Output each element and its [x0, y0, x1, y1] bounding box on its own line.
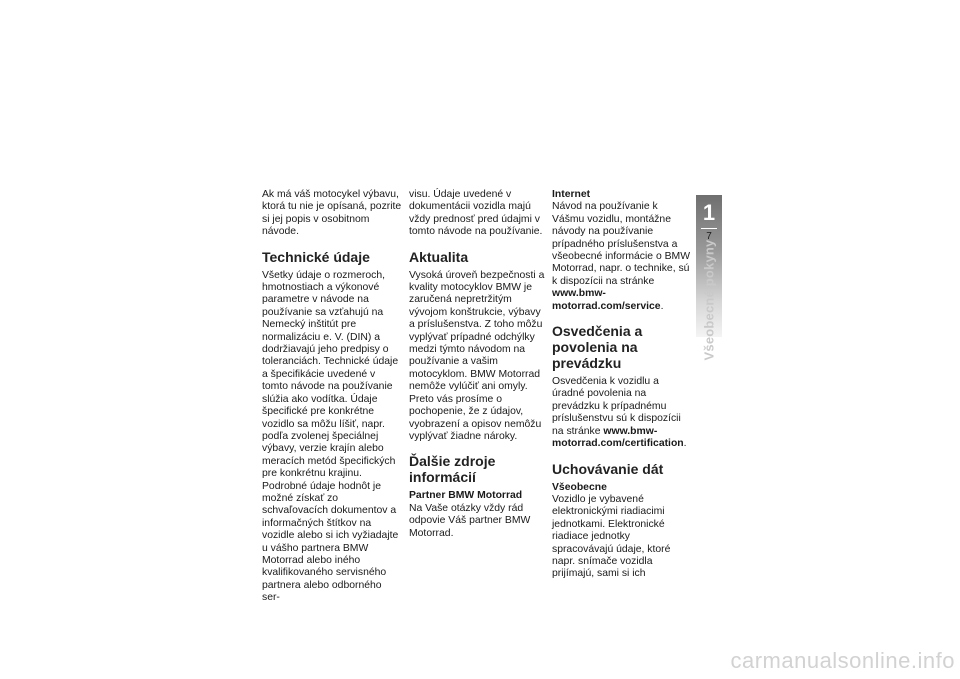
- text-column-1: [262, 189, 402, 605]
- chapter-title-vertical: Všeobecné pokyny: [701, 239, 717, 361]
- up-to-date-paragraph: Vysoká úroveň bezpečnosti a kvality motocyklov BMW je zaručená nepretržitým vývojom konštrukcie, výbavy a príslušenstva. Z toho môžu vyplývať prípadné odchýlky medzi týmto návodom na používanie a vašim motocyklom. BMW Motorrad nemôže vylúčiť ani omyly. Preto vás prosíme o pochopenie, že z údajov, vyobrazení a opisov nemôžu vyplývať žiadne nároky.: [409, 269, 545, 442]
- certificates-text: Osvedčenia k vozidlu a úradné povolenia na prevádzku k prípadnému príslušenstvu sú k dispozícii na stránke: [552, 376, 681, 437]
- section-heading-data-storage: Uchovávanie dát: [552, 460, 664, 477]
- internet-paragraph: [552, 201, 692, 313]
- certificates-suffix: .: [683, 438, 687, 450]
- service-link[interactable]: www.bmw-motorrad.com/service: [552, 288, 661, 312]
- watermark: carmanualsonline.info: [730, 648, 955, 673]
- text-column-2: [409, 189, 549, 540]
- text-column-3: [552, 189, 692, 581]
- section-heading-up-to-date: Aktualita: [409, 248, 469, 265]
- section-heading-additional-sources: Ďalšie zdroje informácií: [409, 453, 496, 486]
- continuation-paragraph: visu. Údaje uvedené v dokumentácii vozidla majú vždy prednosť pred údajmi v tomto návode na používanie.: [409, 189, 543, 238]
- certification-link[interactable]: www.bmw-motorrad.com/certification: [552, 425, 684, 450]
- page-number: 7: [706, 231, 712, 242]
- certificates-paragraph: [552, 376, 692, 450]
- section-heading-technical-data: Technické údaje: [262, 248, 370, 265]
- subheading-general: Všeobecne: [552, 481, 607, 493]
- chapter-divider: [701, 228, 717, 229]
- section-heading-certificates: Osvedčenia a povolenia na prevádzku: [552, 323, 643, 372]
- subheading-bmw-partner: Partner BMW Motorrad: [409, 490, 523, 502]
- subheading-internet: Internet: [552, 189, 591, 200]
- technical-data-paragraph: Všetky údaje o rozmeroch, hmotnostiach a výkonové parametre v návode na používanie sa vzťahujú na Nemecký inštitút pre normalizáciu e. V. (DIN) a dodržiavajú jeho predpisy o toleranciách. Technické údaje a špecifikácie uvedené v tomto návode na používanie slúžia ako vodítka. Údaje špecifické pre konkrétne vozidlo sa môžu líšiť, napr. podľa zvolenej špeciálnej výbavy, verzie krajín alebo meracích metód špecifických pre konkrétnu krajinu. Podrobné údaje hodnôt je možné získať zo schvaľovacích dokumentov a informačných štítkov na vozidle alebo si ich vyžiadajte u vášho partnera BMW Motorrad alebo iného kvalifikovaného servisného partnera alebo odborného ser-: [262, 269, 399, 604]
- internet-suffix: .: [660, 300, 664, 312]
- internet-text: Návod na používanie k Vášmu vozidlu, montážne návody na používanie prípadného príslušenstva a všeobecné informácie o BMW Motorrad, napr. o technike, sú k dispozícii na stránke: [552, 201, 691, 287]
- intro-paragraph: Ak má váš motocykel výbavu, ktorá tu nie je opísaná, pozrite si jej popis v osobitnom návode.: [262, 189, 402, 238]
- data-storage-paragraph: Vozidlo je vybavené elektronickými riadiacimi jednotkami. Elektronické riadiace jednotky spracovávajú údaje, ktoré napr. snímače vozidla prijímajú, sami si ich: [552, 493, 671, 580]
- chapter-number: 1: [702, 200, 716, 225]
- bmw-partner-paragraph: Na Vaše otázky vždy rád odpovie Váš partner BMW Motorrad.: [409, 502, 531, 539]
